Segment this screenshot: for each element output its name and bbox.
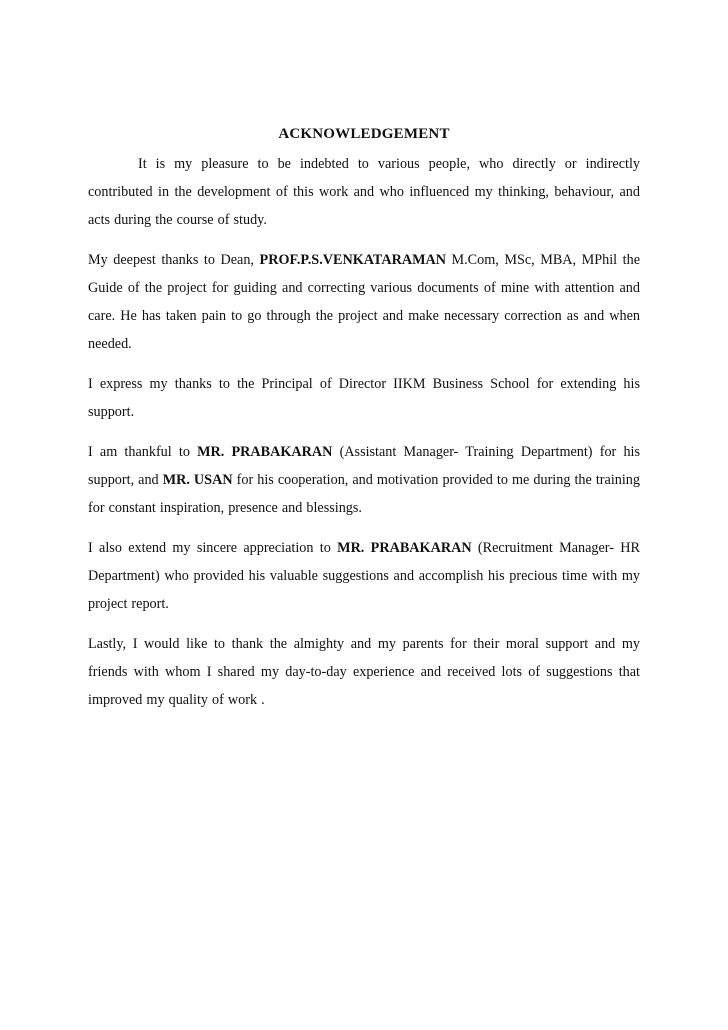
paragraph-training-text-end: for his cooperation, and motivation provided to me during the training for constant inspiration, presence and blessings.: [88, 472, 640, 516]
paragraph-dean-text-start: My deepest thanks to Dean,: [88, 252, 260, 268]
paragraph-pleasure: [88, 150, 640, 234]
document-page: [88, 124, 640, 726]
paragraph-recruitment-text-end: (Recruitment Manager- HR Department) who provided his valuable suggestions and accomplish his precious time with my project report.: [88, 540, 640, 612]
paragraph-lastly: [88, 630, 640, 714]
paragraph-recruitment-thanks: [88, 534, 640, 618]
paragraph-principal-text: I express my thanks to the Principal of Director IIKM Business School for extending his support.: [88, 376, 640, 420]
dean-name: PROF.P.S.VENKATARAMAN: [259, 252, 446, 268]
paragraph-training-text-middle: (Assistant Manager- Training Department) for his support, and: [88, 444, 641, 488]
paragraph-principal-thanks: [88, 370, 640, 426]
recruitment-manager-name: MR. PRABAKARAN: [337, 540, 472, 556]
page-title: ACKNOWLEDGEMENT: [278, 126, 450, 142]
paragraph-training-text-start: I am thankful to: [88, 444, 198, 460]
paragraph-dean-text-end: M.Com, MSc, MBA, MPhil the Guide of the project for guiding and correcting various documents of mine with attention and care. He has taken pain to go through the project and make necessary correction as and when needed.: [88, 252, 641, 352]
paragraph-lastly-text: Lastly, I would like to thank the almighty and my parents for their moral support and my friends with whom I shared my day-to-day experience and received lots of suggestions that improved my quality of work .: [88, 636, 640, 708]
paragraph-pleasure-text: It is my pleasure to be indebted to various people, who directly or indirectly contributed in the development of this work and who influenced my thinking, behaviour, and acts during the course of study.: [88, 156, 640, 228]
paragraph-dean-thanks: [88, 246, 640, 358]
training-manager-name: MR. PRABAKARAN: [197, 444, 333, 460]
paragraph-recruitment-text-start: I also extend my sincere appreciation to: [88, 540, 338, 556]
usan-name: MR. USAN: [162, 472, 233, 488]
paragraph-training-thanks: [88, 438, 640, 522]
